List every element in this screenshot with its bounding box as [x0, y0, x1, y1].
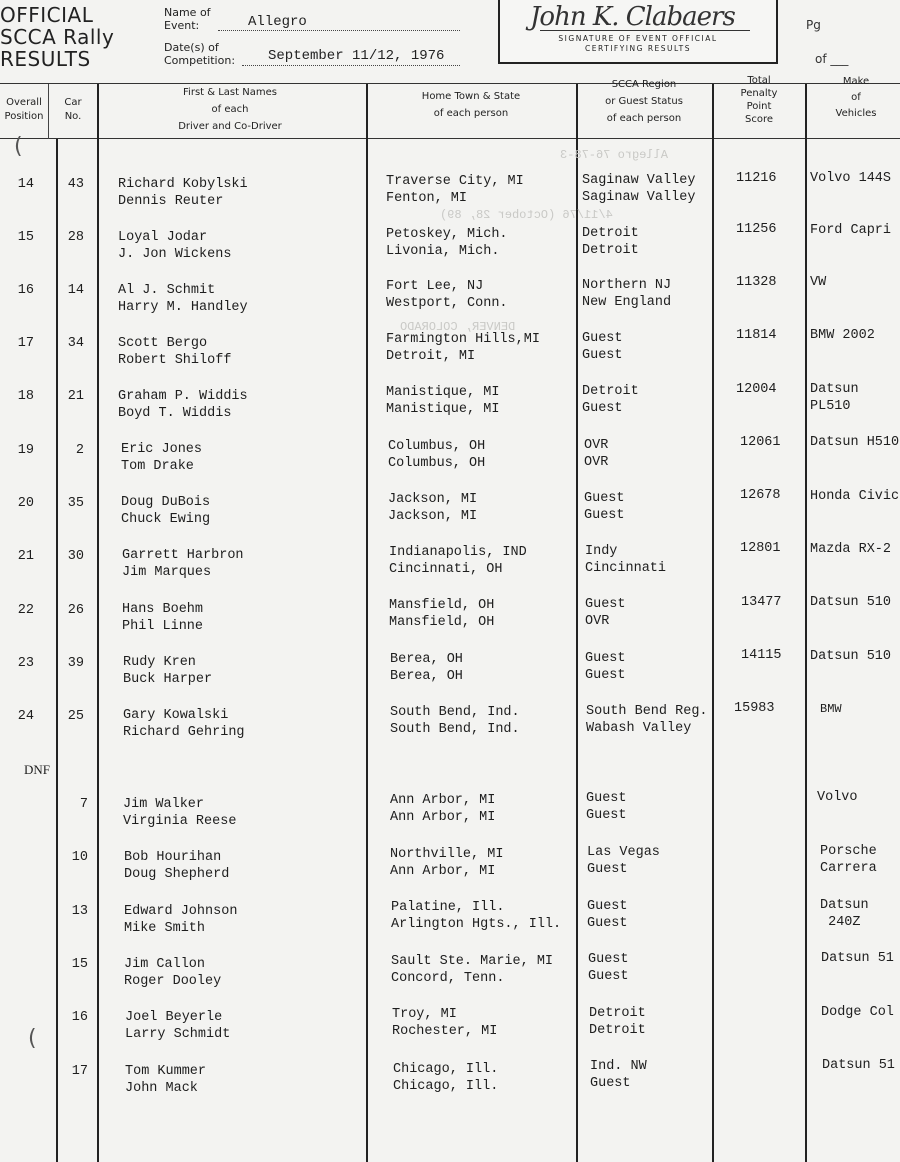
car-number: 39 [67, 656, 84, 671]
codriver-name: J. Jon Wickens [118, 247, 232, 262]
codriver-name: Robert Shiloff [118, 353, 232, 368]
codriver-hometown: Cincinnati, OH [389, 562, 503, 577]
codriver-region: Detroit [589, 1023, 646, 1038]
driver-name: Gary Kowalski [123, 708, 229, 723]
codriver-region: Guest [585, 668, 626, 683]
driver-region: Guest [586, 791, 627, 806]
codriver-name: Virginia Reese [123, 814, 237, 829]
form-title-line-2: SCCA Rally [0, 25, 115, 49]
col-header-score-line-2: Penalty [740, 88, 778, 99]
signature-line [540, 30, 750, 31]
overall-position: 14 [17, 177, 34, 192]
form-title [0, 4, 160, 70]
col-header-make-line-1: Make [842, 76, 870, 87]
car-number: 34 [67, 336, 84, 351]
driver-name: Jim Walker [123, 797, 205, 812]
col-header-region-line-3: of each person [606, 113, 682, 124]
car-number: 10 [71, 850, 88, 865]
col-header-score-line-3: Point [746, 101, 772, 112]
driver-region: Guest [587, 899, 628, 914]
event-date-line [242, 65, 460, 66]
overall-position: 20 [17, 496, 34, 511]
vehicle-make: Mazda RX-2 [810, 542, 892, 557]
vehicle-make: Volvo [817, 790, 858, 805]
codriver-region: OVR [584, 455, 609, 470]
vehicle-model: PL510 [810, 399, 851, 414]
codriver-hometown: Arlington Hgts., Ill. [391, 917, 562, 932]
driver-region: Detroit [582, 226, 639, 241]
codriver-hometown: Livonia, Mich. [386, 244, 500, 259]
driver-hometown: Troy, MI [392, 1007, 457, 1022]
signature-box [498, 0, 778, 64]
codriver-region: Guest [584, 508, 625, 523]
driver-hometown: Jackson, MI [388, 492, 478, 507]
vehicle-model: Carrera [820, 861, 877, 876]
driver-name: Hans Boehm [122, 602, 204, 617]
vehicle-make: Datsun 510 [810, 595, 892, 610]
margin-mark: ( [28, 1026, 37, 1051]
driver-region: Las Vegas [587, 845, 660, 860]
codriver-name: Phil Linne [122, 619, 204, 634]
signature-caption-2: CERTIFYING RESULTS [584, 44, 692, 53]
driver-name: Joel Beyerle [125, 1010, 223, 1025]
codriver-hometown: Berea, OH [390, 669, 463, 684]
codriver-region: Guest [587, 862, 628, 877]
event-date-label [164, 41, 235, 67]
driver-hometown: Farmington Hills,MI [386, 332, 540, 347]
overall-position: 18 [17, 389, 34, 404]
overall-position: 16 [17, 283, 34, 298]
codriver-name: Doug Shepherd [124, 867, 230, 882]
car-number: 43 [67, 177, 84, 192]
col-header-car-line-2: No. [64, 111, 82, 122]
col-header-car-line-1: Car [64, 97, 82, 108]
codriver-hometown: Chicago, Ill. [393, 1079, 499, 1094]
codriver-name: Chuck Ewing [121, 512, 211, 527]
codriver-region: Detroit [582, 243, 639, 258]
overall-position: 22 [17, 603, 34, 618]
codriver-name: Roger Dooley [124, 974, 222, 989]
vehicle-make: Honda Civic [810, 489, 900, 504]
penalty-score: 12004 [736, 382, 777, 397]
codriver-hometown: Concord, Tenn. [391, 971, 505, 986]
driver-hometown: Sault Ste. Marie, MI [391, 954, 554, 969]
col-header-region [578, 76, 710, 127]
vehicle-model: 240Z [820, 915, 861, 930]
driver-hometown: Columbus, OH [388, 439, 486, 454]
penalty-score: 11256 [736, 222, 777, 237]
driver-name: Jim Callon [124, 957, 206, 972]
vehicle-make: Volvo 144S [810, 171, 892, 186]
codriver-hometown: Rochester, MI [392, 1024, 498, 1039]
car-number: 25 [67, 709, 84, 724]
col-divider-score [805, 84, 807, 1162]
driver-hometown: Ann Arbor, MI [390, 793, 496, 808]
driver-name: Edward Johnson [124, 904, 238, 919]
col-header-score-line-4: Score [744, 114, 773, 125]
vehicle-make: Dodge Col [821, 1005, 894, 1020]
codriver-hometown: Ann Arbor, MI [390, 810, 496, 825]
car-number: 30 [67, 549, 84, 564]
page-of-label: of ___ [815, 52, 849, 66]
col-header-names-line-1: First & Last Names [183, 87, 277, 98]
driver-name: Rudy Kren [123, 655, 196, 670]
col-header-region-line-2: or Guest Status [605, 96, 683, 107]
penalty-score: 11328 [736, 275, 777, 290]
signature-caption-1: SIGNATURE OF EVENT OFFICIAL [558, 34, 718, 43]
driver-hometown: Palatine, Ill. [391, 900, 505, 915]
event-label-line-2: Event: [164, 19, 200, 32]
codriver-name: Boyd T. Widdis [118, 406, 232, 421]
col-header-hometown-line-1: Home Town & State [421, 91, 521, 102]
overall-position: 21 [17, 549, 34, 564]
vehicle-make: Datsun 51 [822, 1058, 895, 1073]
driver-name: Tom Kummer [125, 1064, 207, 1079]
codriver-region: New England [582, 295, 672, 310]
event-name-label [164, 6, 211, 32]
vehicle-make: BMW [820, 702, 842, 716]
driver-region: Northern NJ [582, 278, 672, 293]
car-number: 14 [67, 283, 84, 298]
driver-region: Guest [582, 331, 623, 346]
col-divider-names [366, 84, 368, 1162]
codriver-name: Tom Drake [121, 459, 194, 474]
codriver-region: Guest [586, 808, 627, 823]
vehicle-make: BMW 2002 [810, 328, 875, 343]
col-divider-hometown [576, 84, 578, 1162]
date-label-line-1: Date(s) of [164, 41, 219, 54]
codriver-region: Cincinnati [585, 561, 667, 576]
driver-hometown: Chicago, Ill. [393, 1062, 499, 1077]
col-header-make-line-2: of [851, 92, 861, 103]
penalty-score: 11216 [736, 171, 777, 186]
penalty-score: 12801 [740, 541, 781, 556]
codriver-region: Guest [590, 1076, 631, 1091]
overall-position: 23 [17, 656, 34, 671]
codriver-name: Dennis Reuter [118, 194, 224, 209]
driver-name: Bob Hourihan [124, 850, 222, 865]
penalty-score: 15983 [734, 701, 775, 716]
vehicle-make: Datsun H510 [810, 435, 900, 450]
driver-hometown: Northville, MI [390, 847, 504, 862]
dnf-section-label: DNF [24, 762, 51, 777]
col-divider-region [712, 84, 714, 1162]
codriver-region: Guest [582, 348, 623, 363]
col-header-names-line-2: of each [211, 104, 249, 115]
driver-hometown: Traverse City, MI [386, 174, 524, 189]
car-number: 16 [71, 1010, 88, 1025]
codriver-region: Guest [582, 401, 623, 416]
driver-name: Scott Bergo [118, 336, 208, 351]
driver-hometown: Indianapolis, IND [389, 545, 527, 560]
overall-position: 15 [17, 230, 34, 245]
event-name-value: Allegro [248, 14, 307, 30]
car-number: 7 [79, 797, 88, 812]
codriver-hometown: Fenton, MI [386, 191, 468, 206]
event-date-value: September 11/12, 1976 [268, 48, 445, 64]
driver-name: Al J. Schmit [118, 283, 216, 298]
form-title-line-3: RESULTS [0, 47, 91, 71]
driver-hometown: Fort Lee, NJ [386, 279, 484, 294]
codriver-name: Mike Smith [124, 921, 206, 936]
vehicle-make: Datsun [810, 382, 859, 397]
codriver-region: Guest [587, 916, 628, 931]
car-number: 28 [67, 230, 84, 245]
codriver-hometown: Detroit, MI [386, 349, 476, 364]
car-number: 13 [71, 904, 88, 919]
driver-name: Eric Jones [121, 442, 203, 457]
col-header-names-line-3: Driver and Co-Driver [178, 121, 282, 132]
vehicle-make: VW [810, 275, 827, 290]
overall-position: 24 [17, 709, 34, 724]
col-header-hometown [368, 88, 574, 122]
codriver-hometown: Jackson, MI [388, 509, 478, 524]
event-label-line-1: Name of [164, 6, 211, 19]
page-label: Pg [806, 18, 821, 32]
driver-region: OVR [584, 438, 609, 453]
vehicle-make: Datsun 510 [810, 649, 892, 664]
codriver-hometown: Manistique, MI [386, 402, 500, 417]
col-divider-position-header [48, 84, 49, 139]
event-name-line [218, 30, 460, 31]
vehicle-make: Porsche [820, 844, 877, 859]
vehicle-make: Datsun [820, 898, 869, 913]
codriver-region: Wabash Valley [586, 721, 692, 736]
driver-name: Loyal Jodar [118, 230, 208, 245]
col-divider-car [97, 84, 99, 1162]
penalty-score: 11814 [736, 328, 777, 343]
driver-name: Garrett Harbron [122, 548, 244, 563]
driver-region: Detroit [582, 384, 639, 399]
codriver-region: Guest [588, 969, 629, 984]
codriver-name: Buck Harper [123, 672, 213, 687]
col-header-car [50, 96, 96, 124]
car-number: 35 [67, 496, 84, 511]
col-header-make [808, 74, 900, 122]
official-signature: John K. Clabaers [530, 2, 735, 32]
col-header-region-line-1: SCCA Region [611, 79, 677, 90]
form-title-line-1: OFFICIAL [0, 3, 94, 27]
col-header-names [100, 84, 360, 135]
driver-region: Detroit [589, 1006, 646, 1021]
driver-region: South Bend Reg. [586, 704, 708, 719]
codriver-hometown: South Bend, Ind. [390, 722, 520, 737]
car-number: 2 [75, 443, 84, 458]
col-header-make-line-3: Vehicles [835, 108, 877, 119]
col-header-position-line-1: Overall [6, 97, 42, 108]
codriver-hometown: Columbus, OH [388, 456, 486, 471]
car-number: 17 [71, 1064, 88, 1079]
driver-hometown: Berea, OH [390, 652, 463, 667]
codriver-region: OVR [585, 614, 610, 629]
codriver-name: Richard Gehring [123, 725, 245, 740]
car-number: 26 [67, 603, 84, 618]
header-bottom-rule [0, 138, 900, 139]
col-header-hometown-line-2: of each person [433, 108, 509, 119]
bleed-through-text: Allegro 76-78-3 [560, 148, 669, 162]
overall-position: 19 [17, 443, 34, 458]
driver-region: Guest [584, 491, 625, 506]
codriver-region: Saginaw Valley [582, 190, 696, 205]
margin-mark: ( [14, 134, 23, 159]
driver-hometown: Petoskey, Mich. [386, 227, 508, 242]
col-header-position-line-2: Position [4, 111, 44, 122]
col-header-position [0, 96, 48, 124]
driver-region: Ind. NW [590, 1059, 647, 1074]
penalty-score: 13477 [741, 595, 782, 610]
codriver-name: Harry M. Handley [118, 300, 248, 315]
driver-region: Saginaw Valley [582, 173, 696, 188]
penalty-score: 12678 [740, 488, 781, 503]
driver-region: Guest [585, 597, 626, 612]
codriver-name: Jim Marques [122, 565, 212, 580]
overall-position: 17 [17, 336, 34, 351]
vehicle-make: Datsun 51 [821, 951, 894, 966]
driver-region: Guest [588, 952, 629, 967]
car-number: 15 [71, 957, 88, 972]
penalty-score: 14115 [741, 648, 782, 663]
codriver-hometown: Mansfield, OH [389, 615, 495, 630]
driver-region: Indy [585, 544, 618, 559]
vehicle-make: Ford Capri [810, 223, 892, 238]
col-header-score [714, 74, 804, 126]
codriver-name: Larry Schmidt [125, 1027, 231, 1042]
driver-hometown: Mansfield, OH [389, 598, 495, 613]
bleed-through-text: 4/11/76 (October 28, 89) [440, 208, 613, 222]
date-label-line-2: Competition: [164, 54, 236, 67]
driver-name: Graham P. Widdis [118, 389, 248, 404]
bleed-through-text: DENVER, COLORADO [400, 320, 516, 334]
driver-region: Guest [585, 651, 626, 666]
driver-name: Doug DuBois [121, 495, 211, 510]
codriver-hometown: Ann Arbor, MI [390, 864, 496, 879]
driver-hometown: Manistique, MI [386, 385, 500, 400]
car-number: 21 [67, 389, 84, 404]
driver-hometown: South Bend, Ind. [390, 705, 520, 720]
driver-name: Richard Kobylski [118, 177, 248, 192]
penalty-score: 12061 [740, 435, 781, 450]
codriver-hometown: Westport, Conn. [386, 296, 508, 311]
col-header-score-line-1: Total [747, 75, 771, 86]
codriver-name: John Mack [125, 1081, 198, 1096]
